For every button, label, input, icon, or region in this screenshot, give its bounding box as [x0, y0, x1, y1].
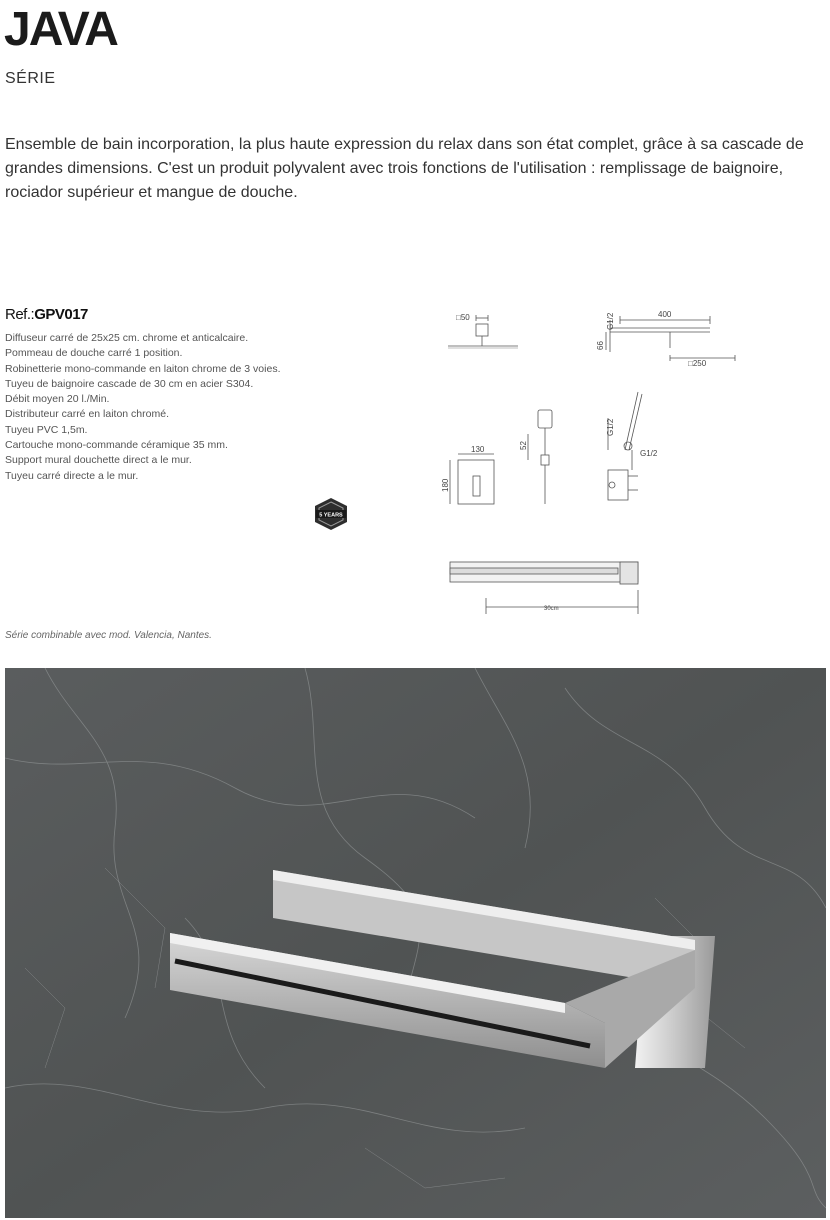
feature-item: Cartouche mono-commande céramique 35 mm. [5, 439, 228, 452]
dimension-label: 66 [596, 341, 605, 350]
feature-list [5, 331, 280, 484]
reference-code: GPV017 [34, 306, 88, 323]
product-reference [5, 306, 88, 323]
dimension-label: 130 [471, 445, 485, 454]
dimension-label: 52 [519, 441, 528, 450]
series-subtitle: SÉRIE [5, 70, 56, 87]
feature-item: Support mural douchette direct a le mur. [5, 454, 192, 467]
warranty-text: 5 YEARS [319, 512, 343, 519]
product-description: Ensemble de bain incorporation, la plus haute expression du relax dans son état complet, grâce à sa cascade de grandes dimensions. C'est un produit polyvalent avec trois fonctions de l'utilisation : remplissage de baignoire, rociador supérieur et mangue de douche. [5, 136, 804, 201]
feature-item: Diffuseur carré de 25x25 cm. chrome et anticalcaire. [5, 332, 249, 344]
technical-drawings [440, 300, 760, 620]
feature-item: Pommeau de douche carré 1 position. [5, 347, 183, 360]
reference-label: Ref.: [5, 306, 35, 323]
feature-item: Tuyeu PVC 1,5m. [5, 423, 88, 436]
dimension-label: □250 [688, 359, 707, 368]
compatibility-note: Série combinable avec mod. Valencia, Nantes. [5, 630, 212, 641]
feature-item: Tuyeu de baignoire cascade de 30 cm en acier S304. [5, 377, 254, 390]
feature-item: Robinetterie mono-commande en laiton chrome de 3 voies. [5, 362, 281, 375]
series-title: JAVA [4, 3, 117, 56]
dimension-label: G1/2 [606, 418, 615, 436]
feature-item: Débit moyen 20 l./Min. [5, 393, 110, 406]
dimension-label: 180 [441, 478, 450, 492]
dimension-label: 30cm [544, 606, 559, 612]
feature-item: Tuyeu carré directe a le mur. [5, 469, 139, 482]
product-photo [5, 668, 826, 1218]
warranty-badge-icon [312, 497, 350, 531]
dimension-label: □50 [456, 313, 470, 322]
dimension-label: G1/2 [606, 312, 615, 330]
dimension-label: 400 [658, 310, 672, 319]
dimension-label: G1/2 [640, 449, 658, 458]
feature-item: Distributeur carré en laiton chromé. [5, 408, 169, 421]
